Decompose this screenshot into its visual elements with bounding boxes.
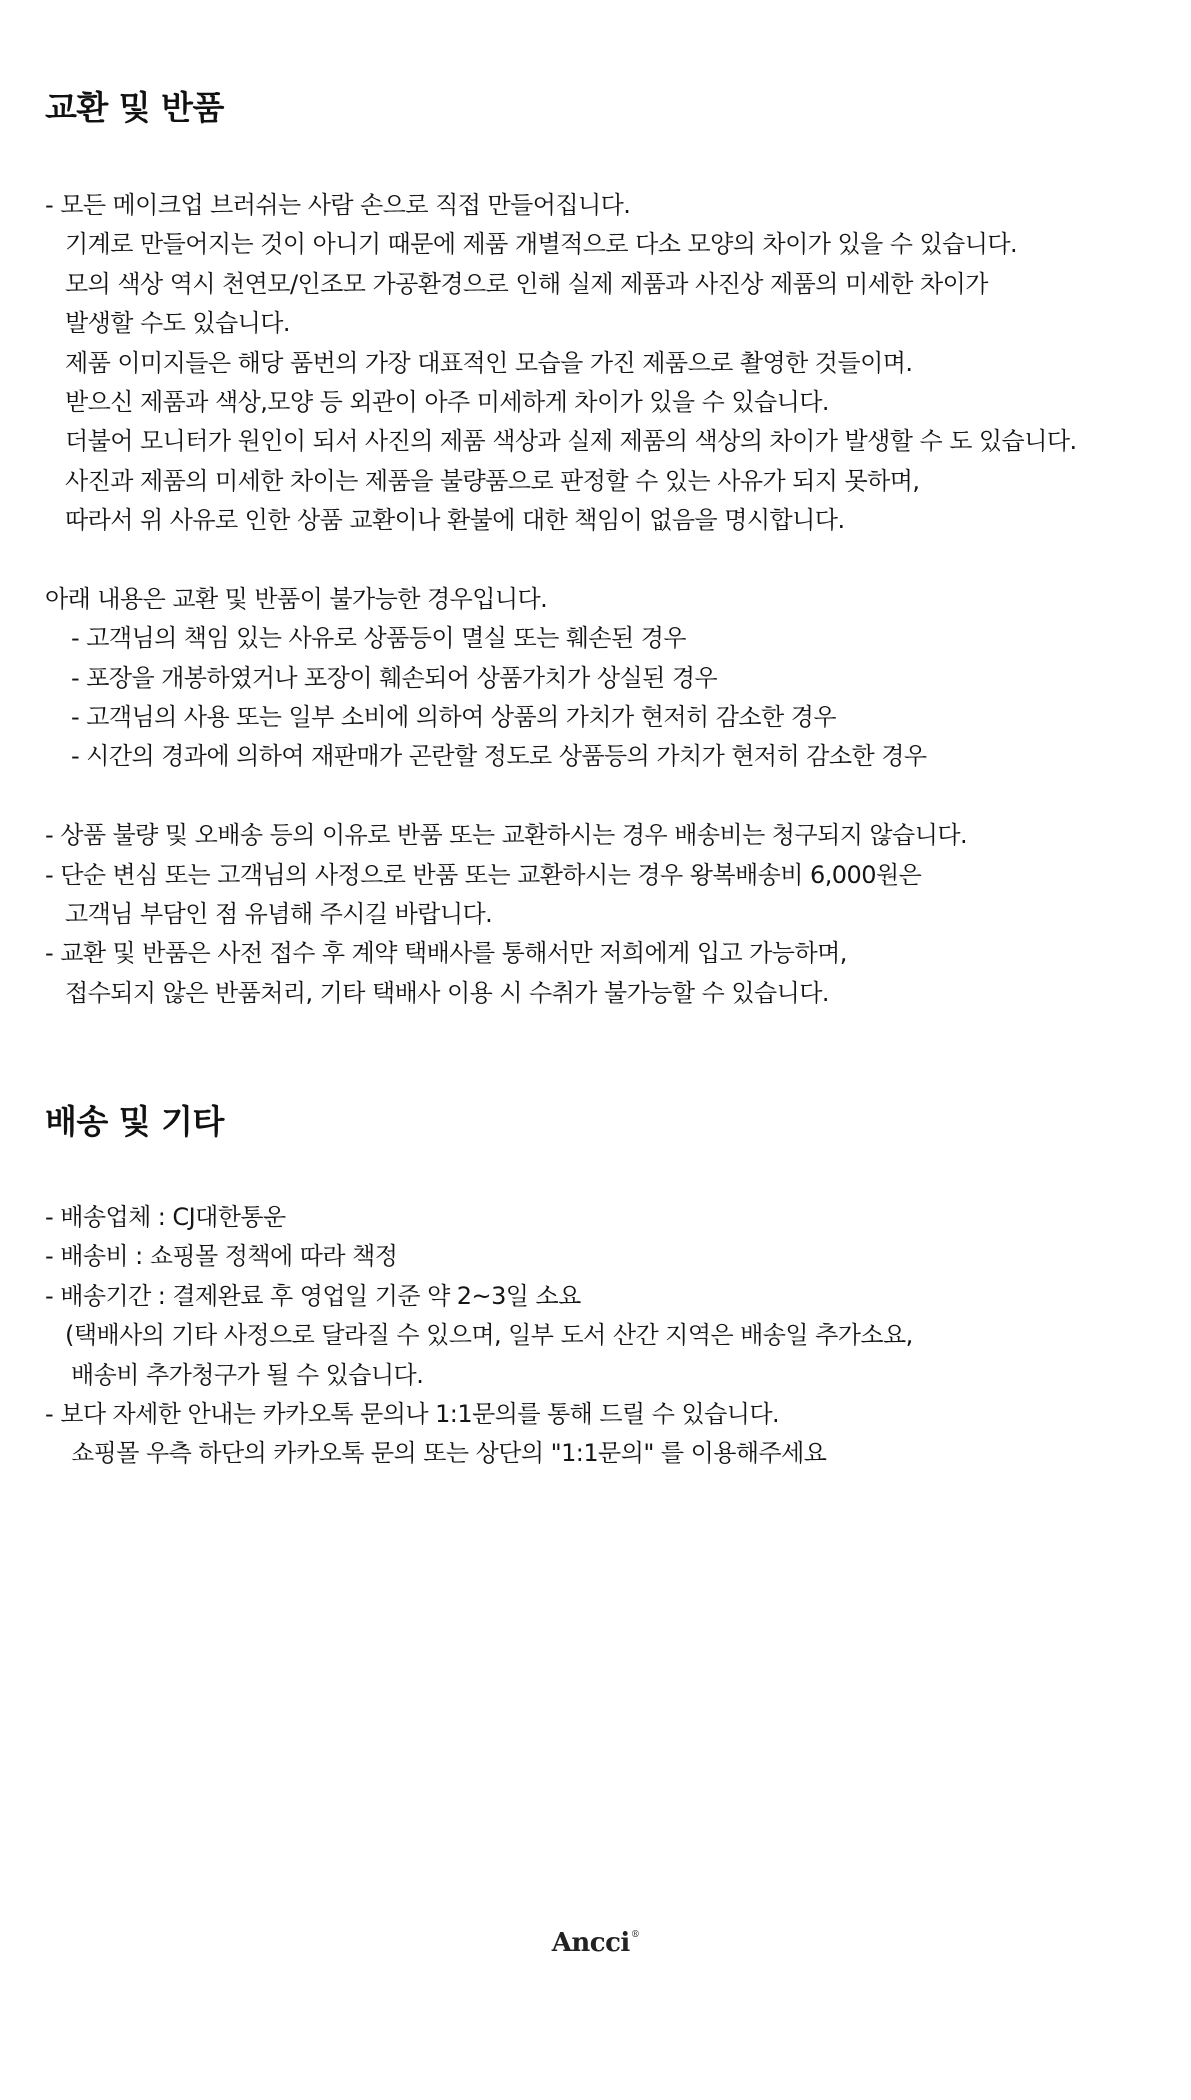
fee-line: - 교환 및 반품은 사전 접수 후 계약 택배사를 통해서만 저희에게 입고 가능하며,	[45, 939, 847, 968]
registered-mark: ®	[630, 1930, 640, 1940]
shipping-etc-title: 배송 및 기타	[45, 1102, 224, 1141]
spacer	[45, 777, 1165, 816]
unavailable-item: - 고객님의 사용 또는 일부 소비에 의하여 상품의 가치가 현저히 감소한 경우	[71, 703, 836, 732]
shipping-line: - 보다 자세한 안내는 카카오톡 문의나 1:1문의를 통해 드릴 수 있습니다.	[45, 1399, 780, 1428]
exchange-return-title: 교환 및 반품	[45, 88, 224, 127]
notice-line: 발생할 수도 있습니다.	[65, 309, 290, 338]
shipping-line: - 배송기간 : 결제완료 후 영업일 기준 약 2~3일 소요	[45, 1281, 581, 1310]
shipping-line: (택배사의 기타 사정으로 달라질 수 있으며, 일부 도서 산간 지역은 배송일 추가소요,	[65, 1321, 913, 1350]
notice-line: 받으신 제품과 색상,모양 등 외관이 아주 미세하게 차이가 있을 수 있습니다.	[65, 387, 829, 416]
brand-logo	[0, 1928, 1191, 1958]
shipping-line: - 배송업체 : CJ대한통운	[45, 1203, 286, 1231]
notice-line: 모의 색상 역시 천연모/인조모 가공환경으로 인해 실제 제품과 사진상 제품의 미세한 차이가	[65, 269, 988, 298]
notice-line: 따라서 위 사유로 인한 상품 교환이나 환불에 대한 책임이 없음을 명시합니다.	[65, 506, 845, 535]
unavailable-item: - 포장을 개봉하였거나 포장이 훼손되어 상품가치가 상실된 경우	[71, 663, 718, 692]
unavailable-intro: 아래 내용은 교환 및 반품이 불가능한 경우입니다.	[45, 584, 548, 613]
fee-line: - 상품 불량 및 오배송 등의 이유로 반품 또는 교환하시는 경우 배송비는 청구되지 않습니다.	[45, 821, 968, 850]
notice-line: 더불어 모니터가 원인이 되서 사진의 제품 색상과 실제 제품의 색상의 차이가 발생할 수 도 있습니다.	[65, 427, 1077, 456]
notice-line: 사진과 제품의 미세한 차이는 제품을 불량품으로 판정할 수 있는 사유가 되지 못하며,	[65, 466, 920, 495]
fee-line: - 단순 변심 또는 고객님의 사정으로 반품 또는 교환하시는 경우 왕복배송비 6,000원은	[45, 860, 922, 889]
unavailable-item: - 시간의 경과에 의하여 재판매가 곤란할 정도로 상품등의 가치가 현저히 감소한 경우	[71, 742, 927, 771]
notice-line: 기계로 만들어지는 것이 아니기 때문에 제품 개별적으로 다소 모양의 차이가 있을 수 있습니다.	[65, 230, 1018, 259]
fee-line: 접수되지 않은 반품처리, 기타 택배사 이용 시 수취가 불가능할 수 있습니다.	[65, 978, 829, 1007]
fee-line: 고객님 부담인 점 유념해 주시길 바랍니다.	[65, 900, 493, 929]
brand-name: Ancci	[551, 1928, 630, 1958]
notice-line: 제품 이미지들은 해당 품번의 가장 대표적인 모습을 가진 제품으로 촬영한 것들이며.	[65, 348, 913, 377]
unavailable-item: - 고객님의 책임 있는 사유로 상품등이 멸실 또는 훼손된 경우	[71, 624, 687, 653]
shipping-etc-content	[45, 1198, 1165, 1474]
shipping-line: 배송비 추가청구가 될 수 있습니다.	[71, 1360, 424, 1389]
notice-line: - 모든 메이크업 브러쉬는 사람 손으로 직접 만들어집니다.	[45, 191, 631, 219]
shipping-line: - 배송비 : 쇼핑몰 정책에 따라 책정	[45, 1242, 398, 1271]
exchange-return-content	[45, 186, 1165, 1013]
shipping-line: 쇼핑몰 우측 하단의 카카오톡 문의 또는 상단의 "1:1문의" 를 이용해주세요	[71, 1439, 827, 1468]
spacer	[45, 541, 1165, 580]
